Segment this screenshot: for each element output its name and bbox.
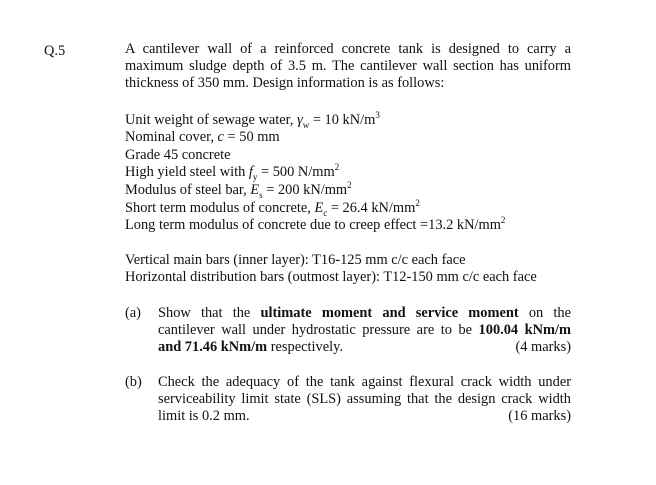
nominal-cover-line xyxy=(125,129,571,147)
nominal-cover-value: = 50 mm xyxy=(223,129,280,146)
part-a-bold-2: 100.04 kNm/m and 71.46 kNm/m xyxy=(158,322,571,356)
concrete-grade-line: Grade 45 concrete xyxy=(125,146,231,163)
long-term-modulus-text: Long term modulus of concrete due to creep effect =13.2 kN/mm xyxy=(125,217,501,234)
cover-symbol: c xyxy=(217,129,224,146)
steel-modulus-label: Modulus of steel bar, xyxy=(125,181,251,198)
unit-weight-subscript: w xyxy=(302,119,310,130)
part-a-text-1: Show that the xyxy=(158,304,261,321)
unit-weight-superscript: 3 xyxy=(375,109,380,120)
gamma-symbol: γ xyxy=(297,111,303,128)
es-symbol: E xyxy=(250,181,260,198)
steel-modulus-value: = 200 kN/mm xyxy=(262,181,348,198)
fy-subscript: y xyxy=(252,172,258,183)
part-b xyxy=(125,374,571,426)
short-term-modulus-label: Short term modulus of concrete, xyxy=(125,199,315,216)
steel-modulus-superscript: 2 xyxy=(347,180,352,191)
part-b-marks: (16 marks) xyxy=(508,407,571,424)
design-information xyxy=(125,109,571,235)
unit-weight-line xyxy=(125,109,571,130)
short-term-modulus-superscript: 2 xyxy=(415,197,420,208)
steel-yield-label: High yield steel with xyxy=(125,164,249,181)
steel-modulus-line xyxy=(125,182,571,200)
part-a-text-3: respectively. xyxy=(267,339,343,356)
part-a-marks: (4 marks) xyxy=(515,339,571,356)
part-a-label: (a) xyxy=(125,304,141,321)
vertical-bars-line: Vertical main bars (inner layer): T16-125 mm c/c each face xyxy=(125,251,466,268)
part-a xyxy=(125,305,571,357)
unit-weight-value: = 10 kN/m xyxy=(309,111,376,128)
es-subscript: s xyxy=(259,189,263,200)
question-number: Q.5 xyxy=(44,43,66,59)
part-a-text-2: on the cantilever wall under hydrostatic pressure are to be xyxy=(158,304,571,339)
long-term-modulus-line xyxy=(125,217,571,235)
short-term-modulus-value: = 26.4 kN/mm xyxy=(327,199,416,216)
question-intro: A cantilever wall of a reinforced concrete tank is designed to carry a maximum sludge depth of 3.5 m. The cantilever wall section has uniform thickness of 350 mm. Design information is as follows: xyxy=(125,41,571,92)
ec-subscript: c xyxy=(323,207,328,218)
ec-symbol: E xyxy=(314,199,324,216)
nominal-cover-label: Nominal cover, xyxy=(125,129,218,146)
part-a-text xyxy=(158,305,571,357)
reinforcement-information xyxy=(125,252,571,287)
part-a-bold-1: ultimate moment and service moment xyxy=(260,304,519,321)
part-b-body: Check the adequacy of the tank against flexural crack width under serviceability limit state (SLS) assuming that the design crack width limit is 0.2 mm. xyxy=(158,373,571,424)
steel-yield-value: = 500 N/mm xyxy=(257,164,335,181)
horizontal-bars-line: Horizontal distribution bars (outmost layer): T12-150 mm c/c each face xyxy=(125,269,537,286)
fy-symbol: f xyxy=(248,164,253,181)
question-parts xyxy=(125,305,571,425)
unit-weight-label: Unit weight of sewage water, xyxy=(125,111,298,128)
steel-yield-superscript: 2 xyxy=(334,162,340,173)
question-content xyxy=(125,41,571,425)
part-b-label: (b) xyxy=(125,373,142,390)
part-b-text xyxy=(158,374,571,426)
long-term-modulus-superscript: 2 xyxy=(500,215,506,226)
